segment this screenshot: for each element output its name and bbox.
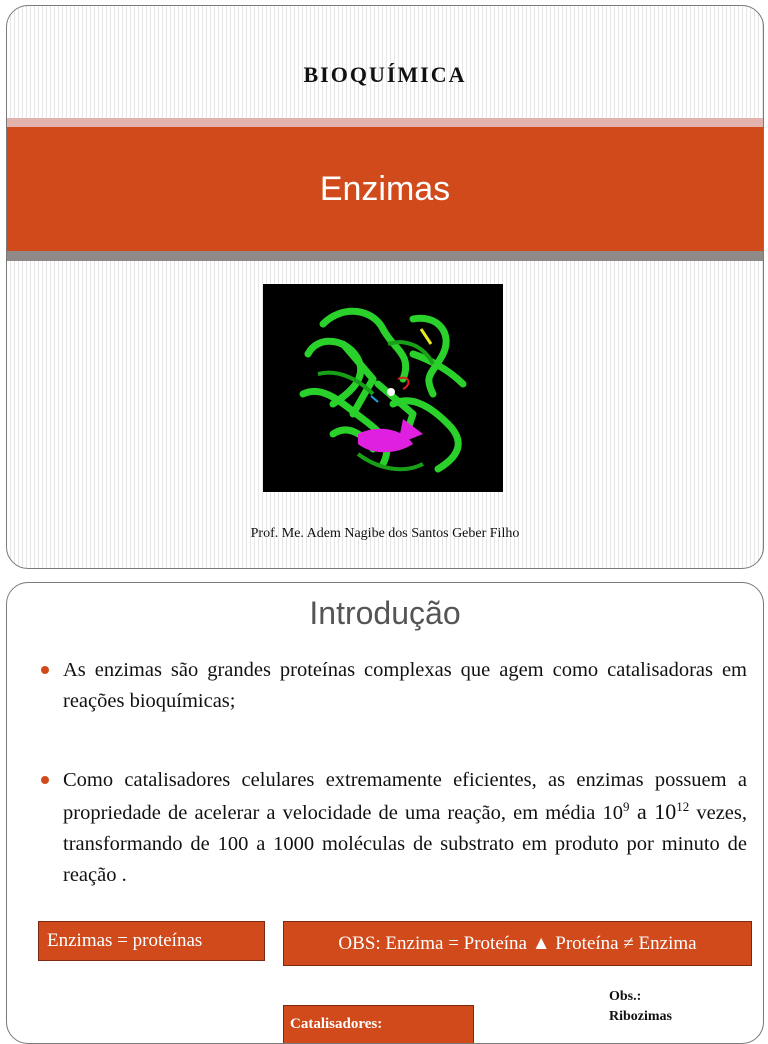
bullet-text-part3: vezes, transformando de 100 a 1000 moléculas de substrato em produto por minuto de reação . [63,802,747,886]
subject-heading: BIOQUÍMICA [303,62,467,87]
enzyme-structure-image [263,284,503,492]
bullet-text-part1: Como catalisadores celulares extremamente eficientes, as enzimas possuem a propriedade de acelerar a velocidade de uma reação, em média 10 [63,769,747,824]
intro-slide [6,582,764,1044]
gray-band [7,251,763,261]
slide-title: Enzimas [319,169,451,208]
exponent: 12 [676,799,690,815]
author-credit: Prof. Me. Adem Nagibe dos Santos Geber Filho [250,526,520,541]
bullet-dot-icon [41,666,49,674]
bullet-text-part2: a 10 [629,799,677,824]
title-slide [6,5,764,569]
obs-value: Ribozimas [609,1009,672,1024]
obs-label: Obs.: [609,989,642,1004]
protein-ribbon-graphic [263,284,503,492]
title-band [7,127,763,251]
slide-title: Introdução [309,595,461,631]
bullet-text: As enzimas são grandes proteínas complexas que agem como catalisadoras em reações bioquímicas; [63,659,747,712]
pink-band [7,118,763,127]
obs-note [609,987,672,1027]
exponent: 9 [622,799,630,815]
bullet-item [41,655,747,717]
bullet-dot-icon [41,776,49,784]
catalysts-box: Catalisadores: [283,1005,474,1044]
bullet-item [41,765,747,891]
obs-box: OBS: Enzima = Proteína ▲ Proteína ≠ Enzima [283,921,752,966]
enzymes-proteins-box: Enzimas = proteínas [38,921,265,961]
